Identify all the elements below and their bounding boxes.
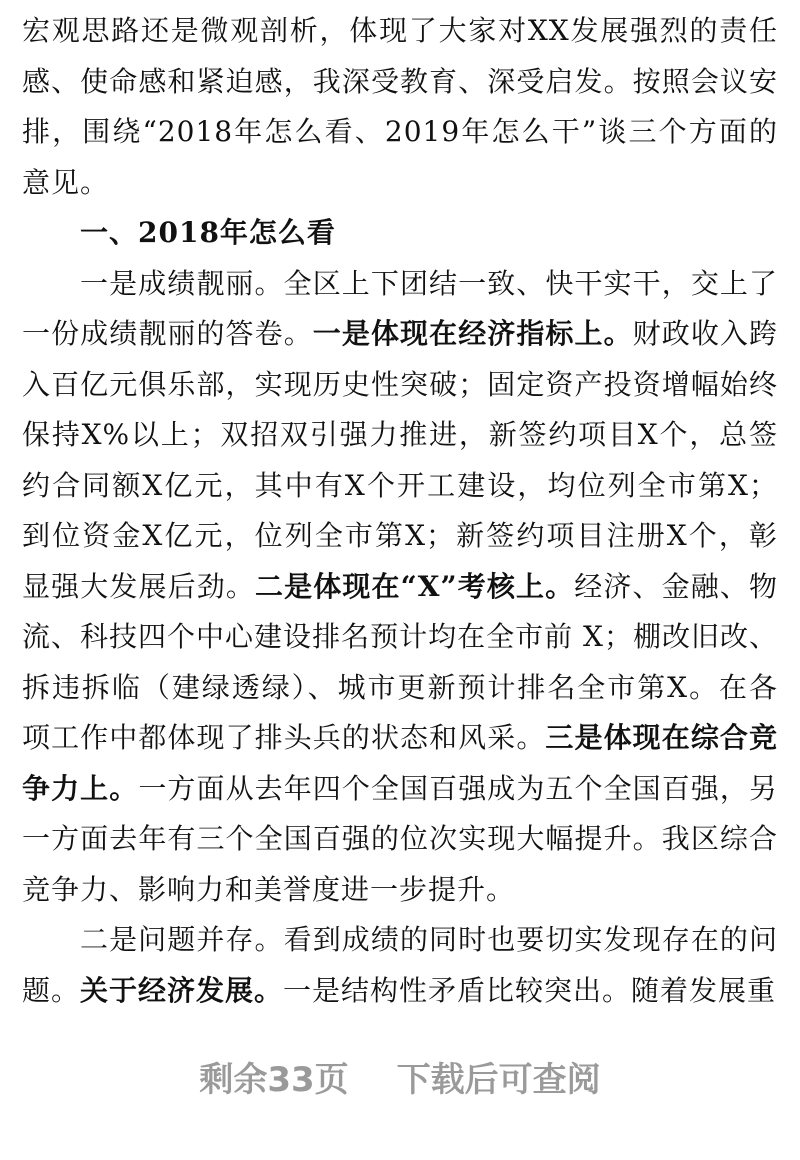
bold-economic-development: 关于经济发展。 (80, 973, 284, 1007)
economic-development-text: 一是结构性矛盾比较突出。随着发展重 (283, 973, 777, 1007)
paragraph-problems (22, 915, 778, 1016)
section-heading: 一、2018年怎么看 (80, 216, 336, 249)
competitiveness-text: 一方面从去年四个全国百强成为五个全国百强，另一方面去年有三个全国百强的位次实现大幅提升。我区综合竞争力、影响力和美誉度进一步提升。 (22, 771, 778, 906)
download-to-view-label[interactable]: 下载后可查阅 (396, 1060, 601, 1100)
remaining-pages-label: 剩余33页 (199, 1060, 349, 1100)
bold-assessment: 二是体现在“X”考核上。 (255, 569, 575, 603)
assessment-text: 经济、金融、物流、科技四个中心建设排名预计均在全市前 X；棚改旧改、拆违拆临（建绿透绿）、城市更新预计排名全市第X。在各项工作中都体现了排头兵的状态和风采。 (22, 569, 778, 754)
problems-lead: 二是问题并存。看到成绩的同时也要切实发现存在的问题。 (22, 923, 778, 1007)
paragraph-intro: 宏观思路还是微观剖析，体现了大家对XX发展强烈的责任感、使命感和紧迫感，我深受教育、深受启发。按照会议安排，围绕“2018年怎么看、2019年怎么干”谈三个方面的意见。 (22, 14, 778, 199)
bold-competitiveness: 三是体现在综合竞争力上。 (22, 721, 778, 805)
economic-indicators-text: 财政收入跨入百亿元俱乐部，实现历史性突破；固定资产投资增幅始终保持X%以上；双招双引强力推进，新签约项目X个，总签约合同额X亿元，其中有X个开工建设，均位列全市第X；到位资金X亿元，位列全市第X；新签约项目注册X个，彰显强大发展后劲。 (22, 317, 778, 603)
paragraph-achievements (22, 259, 778, 916)
document-body (22, 6, 778, 1016)
download-banner[interactable] (0, 1052, 800, 1101)
achievements-lead: 一是成绩靓丽。全区上下团结一致、快干实干，交上了一份成绩靓丽的答卷。 (22, 266, 778, 350)
bold-economic-indicators: 一是体现在经济指标上。 (312, 317, 633, 350)
